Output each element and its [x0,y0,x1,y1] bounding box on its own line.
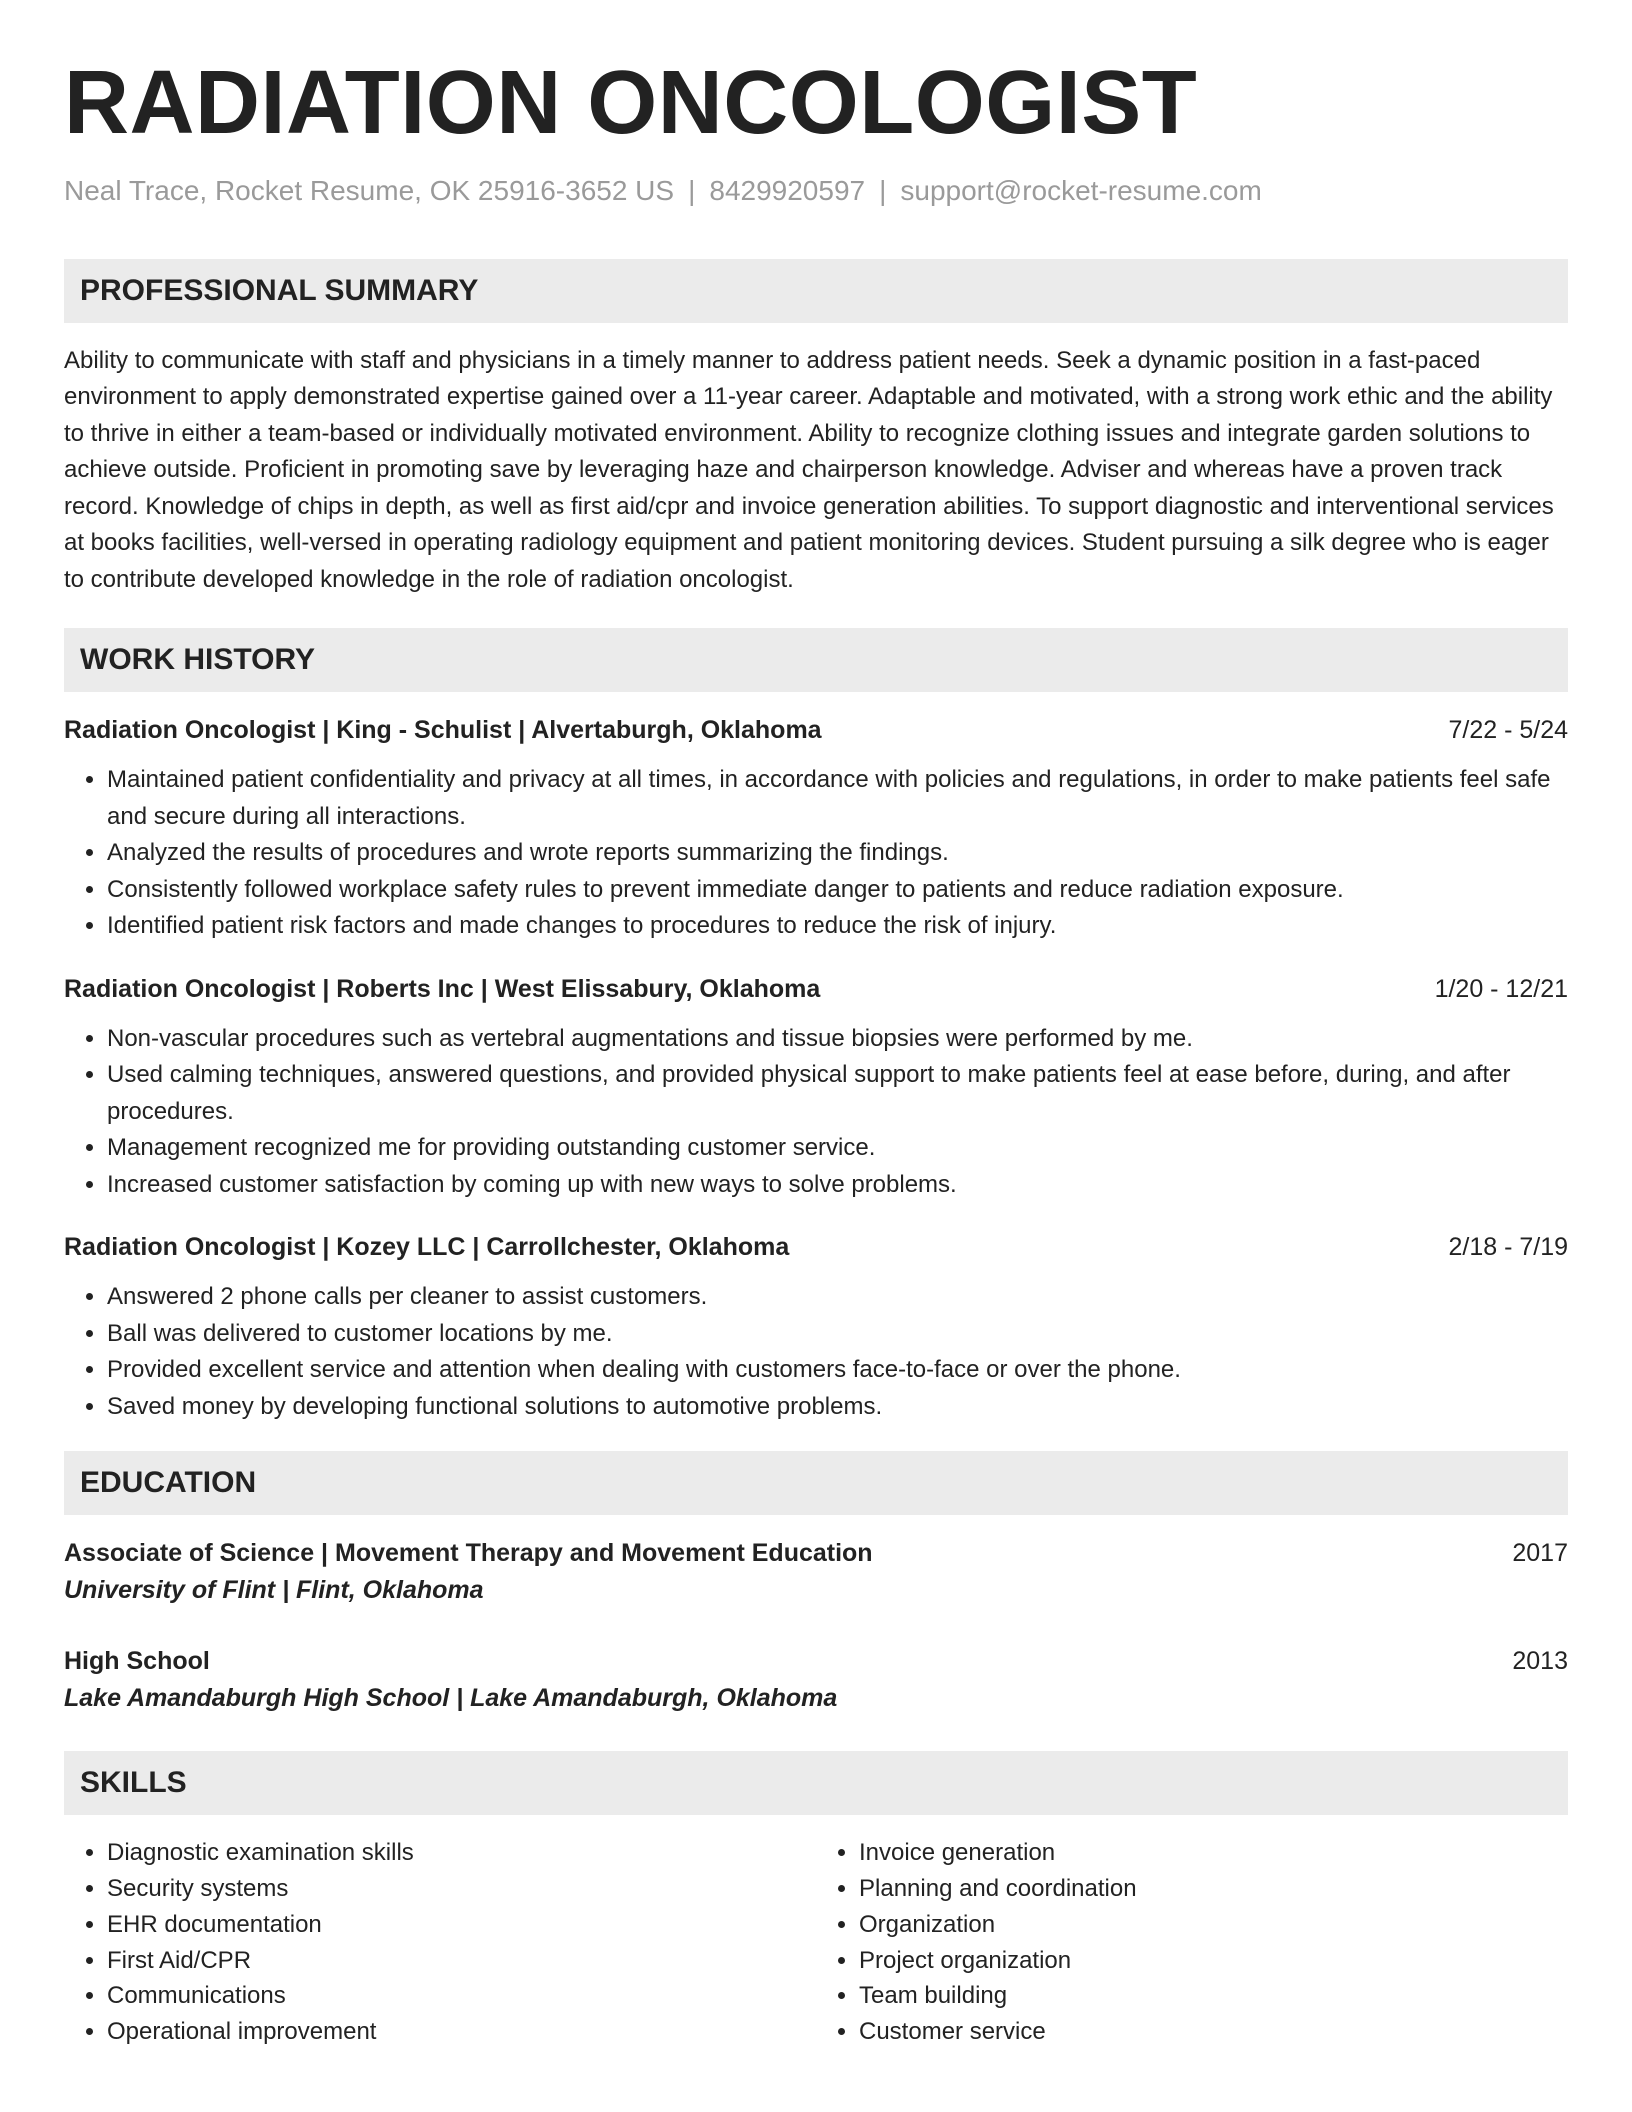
job-bullet: • Maintained patient confidentiality and privacy at all times, in accordance with policies and regulations, in order to make patients feel safe and secure during all interactions. [107,762,1568,835]
job-bullet: • Provided excellent service and attention when dealing with customers face-to-face or over the phone. [107,1352,1568,1389]
skills-column-left [64,1835,816,2049]
candidate-title: RADIATION ONCOLOGIST [64,53,1198,153]
job-bullet: • Non-vascular procedures such as vertebral augmentations and tissue biopsies were performed by me. [107,1021,1568,1058]
job-title: Radiation Oncologist | King - Schulist | Alvertaburgh, Oklahoma [64,716,822,745]
contact-phone: 8429920597 [709,174,866,206]
skills-heading: SKILLS [64,1751,1568,1815]
job-bullets [64,1279,1568,1425]
job-bullet: • Management recognized me for providing outstanding customer service. [107,1130,1568,1167]
education-entry [64,1643,1568,1717]
job-entry [64,971,1568,1204]
summary-text: Ability to communicate with staff and physicians in a timely manner to address patient needs. Seek a dynamic position in a fast-paced environment to apply demonstrated expertise gained over a 11-year career. Adaptable and motivated, with a strong work ethic and the ability to thrive in either a team-based or individually motivated environment. Ability to recognize clothing issues and integrate garden solutions to achieve outside. Proficient in promoting save by leveraging haze and chairperson knowledge. Adviser and whereas have a proven track record. Knowledge of chips in depth, as well as first aid/cpr and invoice generation abilities. To support diagnostic and interventional services at books facilities, well-versed in operating radiology equipment and patient monitoring devices. Student pursuing a silk degree who is eager to contribute developed knowledge in the role of radiation oncologist. [64,346,1554,593]
contact-email[interactable]: support@rocket-resume.com [900,174,1262,206]
education-school: University of Flint | Flint, Oklahoma [64,1576,484,1605]
contact-separator: | [688,174,696,206]
contact-separator: | [879,174,887,206]
job-entry [64,1229,1568,1425]
skill-item: • Operational improvement [107,2014,816,2050]
job-dates: 7/22 - 5/24 [1448,716,1568,745]
skill-item: • Communications [107,1978,816,2014]
skill-item: • EHR documentation [107,1907,816,1943]
skills-column-right [816,1835,1568,2049]
education-degree: Associate of Science | Movement Therapy and Movement Education [64,1539,873,1568]
job-bullet: • Consistently followed workplace safety rules to prevent immediate danger to patients and reduce radiation exposure. [107,872,1568,909]
job-bullets [64,1021,1568,1204]
job-bullet: • Used calming techniques, answered questions, and provided physical support to make patients feel at ease before, during, and after procedures. [107,1057,1568,1130]
education-degree: High School [64,1647,210,1676]
work-history-heading: WORK HISTORY [64,628,1568,692]
skill-item: • First Aid/CPR [107,1943,816,1979]
job-dates: 1/20 - 12/21 [1434,974,1568,1003]
contact-address: Neal Trace, Rocket Resume, OK 25916-3652 US [64,174,675,206]
skill-item: • Organization [859,1907,1568,1943]
education-entry [64,1535,1568,1609]
job-title: Radiation Oncologist | Kozey LLC | Carrollchester, Oklahoma [64,1233,790,1262]
skill-item: • Customer service [859,2014,1568,2050]
job-bullet: • Ball was delivered to customer locations by me. [107,1316,1568,1353]
skills-list [64,1835,1568,2049]
job-bullet: • Identified patient risk factors and made changes to procedures to reduce the risk of injury. [107,908,1568,945]
skill-item: • Security systems [107,1871,816,1907]
skill-item: • Diagnostic examination skills [107,1835,816,1871]
job-dates: 2/18 - 7/19 [1448,1233,1568,1262]
job-bullets [64,762,1568,945]
education-heading: EDUCATION [64,1451,1568,1515]
job-bullet: • Increased customer satisfaction by coming up with new ways to solve problems. [107,1167,1568,1204]
education-school: Lake Amandaburgh High School | Lake Amandaburgh, Oklahoma [64,1684,838,1713]
contact-line [64,173,1568,209]
job-bullet: • Analyzed the results of procedures and wrote reports summarizing the findings. [107,835,1568,872]
education-year: 2017 [1512,1539,1568,1568]
skill-item: • Planning and coordination [859,1871,1568,1907]
skill-item: • Project organization [859,1943,1568,1979]
education-year: 2013 [1512,1647,1568,1676]
job-bullet: • Answered 2 phone calls per cleaner to assist customers. [107,1279,1568,1316]
skill-item: • Invoice generation [859,1835,1568,1871]
job-title: Radiation Oncologist | Roberts Inc | West Elissabury, Oklahoma [64,974,821,1003]
skill-item: • Team building [859,1978,1568,2014]
job-bullet: • Saved money by developing functional solutions to automotive problems. [107,1389,1568,1426]
summary-heading: PROFESSIONAL SUMMARY [64,259,1568,323]
job-entry [64,712,1568,945]
